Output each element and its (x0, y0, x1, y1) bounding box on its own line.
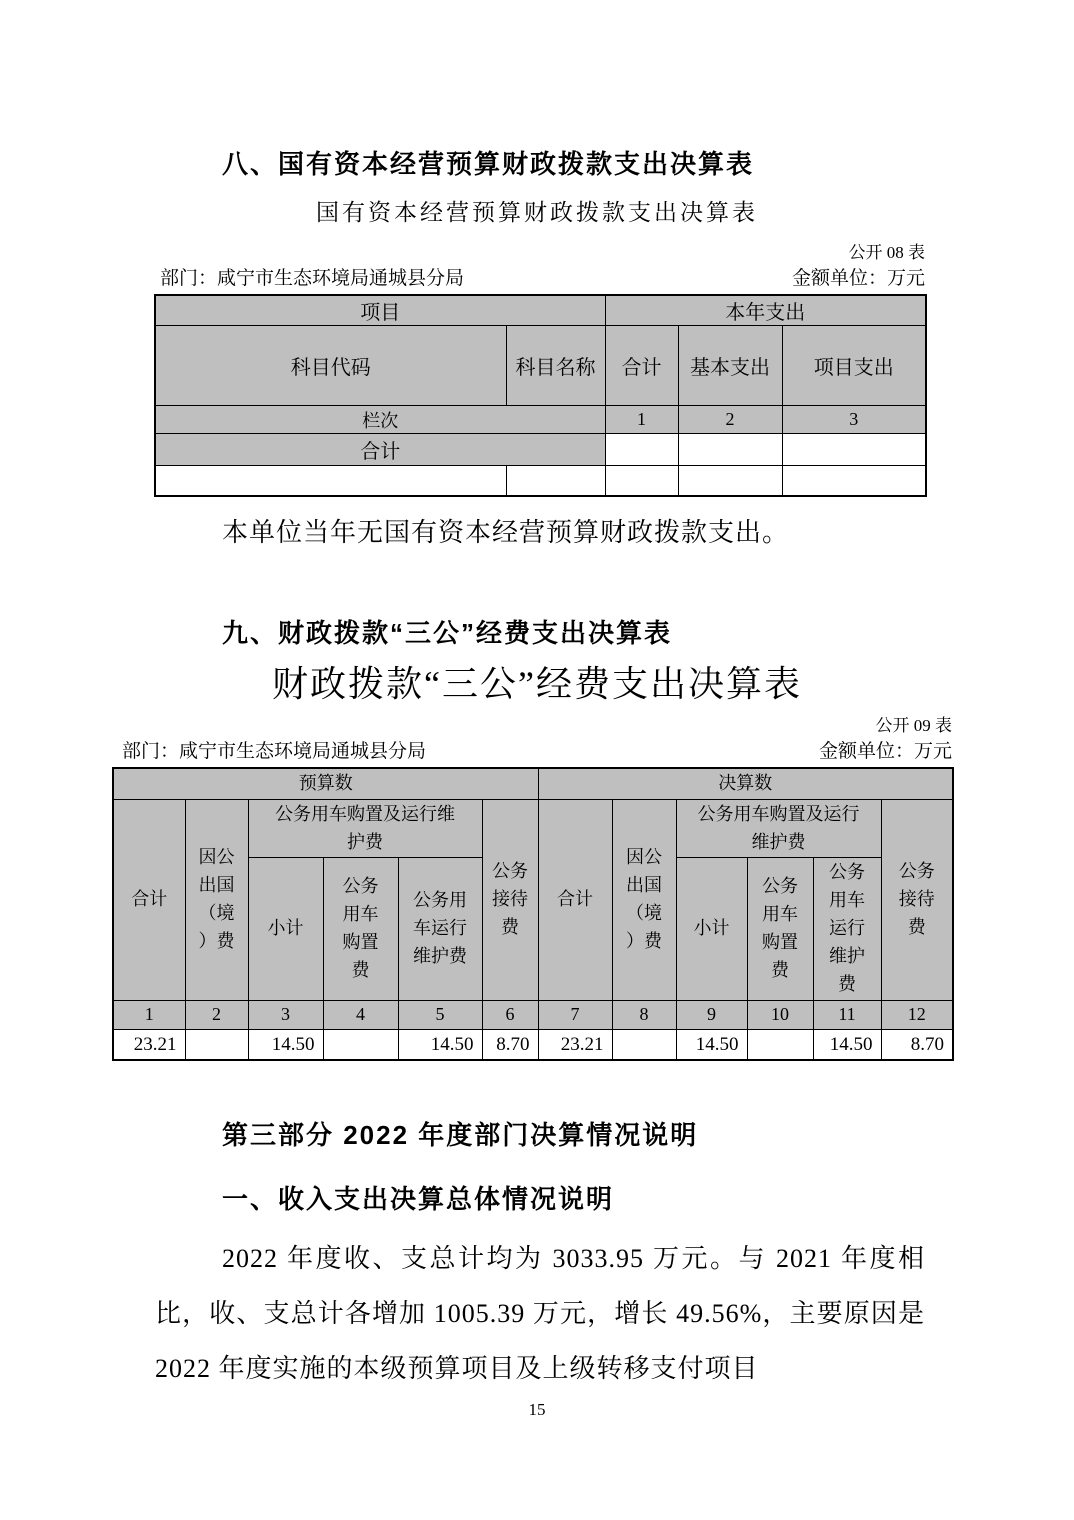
t2-value: 23.21 (538, 1029, 612, 1060)
t2-value: 8.70 (881, 1029, 953, 1060)
table-09 (112, 767, 954, 1062)
t2-budget-vehicle-subtotal: 小计 (248, 858, 323, 1001)
section9-heading: 九、财政拨款“三公”经费支出决算表 (222, 617, 673, 648)
t1-total-row-label: 合计 (155, 434, 605, 466)
t2-final-abroad: 因公出国（境）费 (612, 800, 676, 1001)
section8-department: 部门：咸宁市生态环境局通城县分局 (160, 268, 465, 289)
t2-final-vehicle-purchase: 公务用车购置费 (747, 858, 813, 1001)
t2-value: 14.50 (248, 1029, 323, 1060)
t1-empty-cell (605, 466, 678, 496)
t1-empty-cell (155, 466, 506, 496)
t1-col-subject-name: 科目名称 (506, 326, 605, 406)
t2-budget-reception: 公务接待费 (482, 800, 538, 1001)
t2-value: 14.50 (398, 1029, 482, 1060)
t2-index: 8 (612, 1001, 676, 1030)
t2-budget-total: 合计 (113, 800, 185, 1001)
section9-unit: 金额单位：万元 (818, 740, 952, 762)
t2-final-reception: 公务接待费 (881, 800, 953, 1001)
t1-index-2: 2 (678, 406, 782, 434)
t1-empty-cell (782, 466, 926, 496)
t2-value: 8.70 (482, 1029, 538, 1060)
t2-index: 6 (482, 1001, 538, 1030)
section8-heading: 八、国有资本经营预算财政拨款支出决算表 (222, 149, 755, 179)
t2-budget-vehicle-maintain: 公务用车运行维护费 (398, 858, 482, 1001)
t2-final-vehicle-group: 公务用车购置及运行维护费 (676, 800, 881, 858)
t1-row-index-label: 栏次 (155, 406, 605, 434)
t2-budget-vehicle-group: 公务用车购置及运行维护费 (248, 800, 482, 858)
t2-final-vehicle-maintain: 公务用车运行维护费 (813, 858, 881, 1001)
section8-unit: 金额单位：万元 (791, 268, 925, 289)
t2-index: 12 (881, 1001, 953, 1030)
t2-index: 2 (185, 1001, 248, 1030)
page-number: 15 (528, 1400, 546, 1420)
t1-index-3: 3 (782, 406, 926, 434)
t2-value (323, 1029, 398, 1060)
t2-index: 10 (747, 1001, 813, 1030)
t2-index: 3 (248, 1001, 323, 1030)
t2-final-vehicle-subtotal: 小计 (676, 858, 747, 1001)
t1-empty-cell (678, 466, 782, 496)
t2-value (612, 1029, 676, 1060)
t1-index-1: 1 (605, 406, 678, 434)
part3-heading: 第三部分 2022 年度部门决算情况说明 (222, 1120, 699, 1151)
t2-value: 14.50 (676, 1029, 747, 1060)
t2-index: 1 (113, 1001, 185, 1030)
section9-department: 部门：咸宁市生态环境局通城县分局 (122, 740, 427, 762)
section8-note: 本单位当年无国有资本经营预算财政拨款支出。 (222, 517, 790, 547)
t2-index: 9 (676, 1001, 747, 1030)
t1-col-basic: 基本支出 (678, 326, 782, 406)
t1-col-subject-code: 科目代码 (155, 326, 506, 406)
t1-total-value-2 (678, 434, 782, 466)
t2-final-total: 合计 (538, 800, 612, 1001)
part3-subheading: 一、收入支出决算总体情况说明 (222, 1184, 615, 1215)
section9-meta-row (112, 739, 952, 765)
t1-total-value-1 (605, 434, 678, 466)
t2-value (747, 1029, 813, 1060)
t2-value: 23.21 (113, 1029, 185, 1060)
table-08 (154, 294, 927, 497)
t2-group-final: 决算数 (538, 768, 953, 800)
t1-col-total: 合计 (605, 326, 678, 406)
section8-table-title: 国有资本经营预算财政拨款支出决算表 (316, 200, 758, 225)
t2-index: 7 (538, 1001, 612, 1030)
t1-total-value-3 (782, 434, 926, 466)
t2-index: 4 (323, 1001, 398, 1030)
section9-table-title: 财政拨款“三公”经费支出决算表 (272, 663, 802, 704)
t1-empty-cell (506, 466, 605, 496)
t1-header-year-expense: 本年支出 (605, 295, 926, 326)
t2-value (185, 1029, 248, 1060)
t2-value: 14.50 (813, 1029, 881, 1060)
section8-table-code: 公开 08 表 (848, 243, 925, 262)
t2-budget-abroad: 因公出国（境）费 (185, 800, 248, 1001)
part3-paragraph: 2022 年度收、支总计均为 3033.95 万元。与 2021 年度相比，收、支总计各增加 1005.39 万元，增长 49.56%，主要原因是 2022 年度实施的本级预算项目及上级转移支付项目 (155, 1244, 925, 1384)
t2-budget-vehicle-purchase: 公务用车购置费 (323, 858, 398, 1001)
section8-meta-row (154, 266, 925, 292)
t1-header-project: 项目 (155, 295, 605, 326)
t1-col-project: 项目支出 (782, 326, 926, 406)
t2-index: 11 (813, 1001, 881, 1030)
t2-group-budget: 预算数 (113, 768, 538, 800)
t2-index: 5 (398, 1001, 482, 1030)
section9-table-code: 公开 09 表 (875, 715, 952, 735)
